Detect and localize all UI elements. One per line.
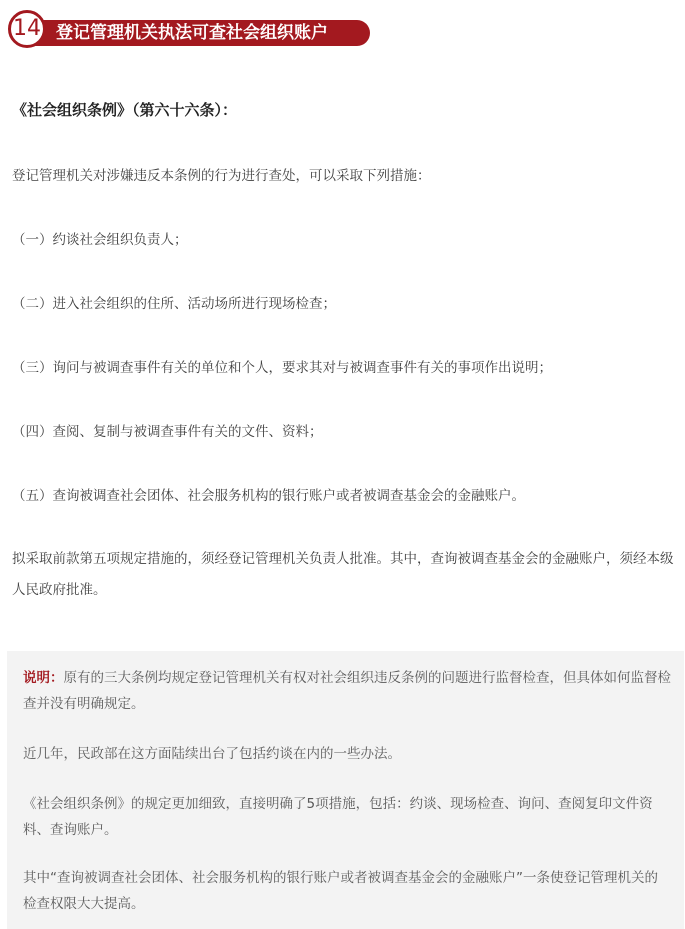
- note-box: [7, 651, 684, 929]
- measure-item: （二）进入社会组织的住所、活动场所进行现场检查；: [12, 296, 336, 312]
- article-source: 《社会组织条例》（第六十六条）：: [12, 101, 238, 119]
- article-intro: 登记管理机关对涉嫌违反本条例的行为进行查处，可以采取下列措施：: [12, 168, 431, 184]
- article-closing: 拟采取前款第五项规定措施的，须经登记管理机关负责人批准。其中，查询被调查基金会的金融账户，须经本级人民政府批准。: [12, 551, 674, 598]
- note-paragraph: 其中“查询被调查社会团体、社会服务机构的银行账户或者被调查基金会的金融账户”一条使登记管理机关的检查权限大大提高。: [23, 870, 658, 912]
- note-paragraph: 《社会组织条例》的规定更加细致，直接明确了5项措施，包括：约谈、现场检查、询问、查阅复印文件资料、查询账户。: [23, 796, 653, 838]
- note-paragraph: [23, 665, 671, 717]
- section-number: 14: [13, 16, 41, 41]
- measure-item: （四）查阅、复制与被调查事件有关的文件、资料；: [12, 424, 323, 440]
- note-paragraph: 近几年，民政部在这方面陆续出台了包括约谈在内的一些办法。: [23, 746, 401, 762]
- section-title: 登记管理机关执法可查社会组织账户: [56, 23, 328, 43]
- measure-item: （五）查询被调查社会团体、社会服务机构的银行账户或者被调查基金会的金融账户。: [12, 488, 525, 504]
- note-label: 说明：: [23, 670, 64, 686]
- measure-item: （一）约谈社会组织负责人；: [12, 232, 188, 248]
- note-text: 原有的三大条例均规定登记管理机关有权对社会组织违反条例的问题进行监督检查，但具体如何监督检查并没有明确规定。: [23, 670, 671, 712]
- measure-item: （三）询问与被调查事件有关的单位和个人，要求其对与被调查事件有关的事项作出说明；: [12, 360, 552, 376]
- section-header: [8, 10, 370, 50]
